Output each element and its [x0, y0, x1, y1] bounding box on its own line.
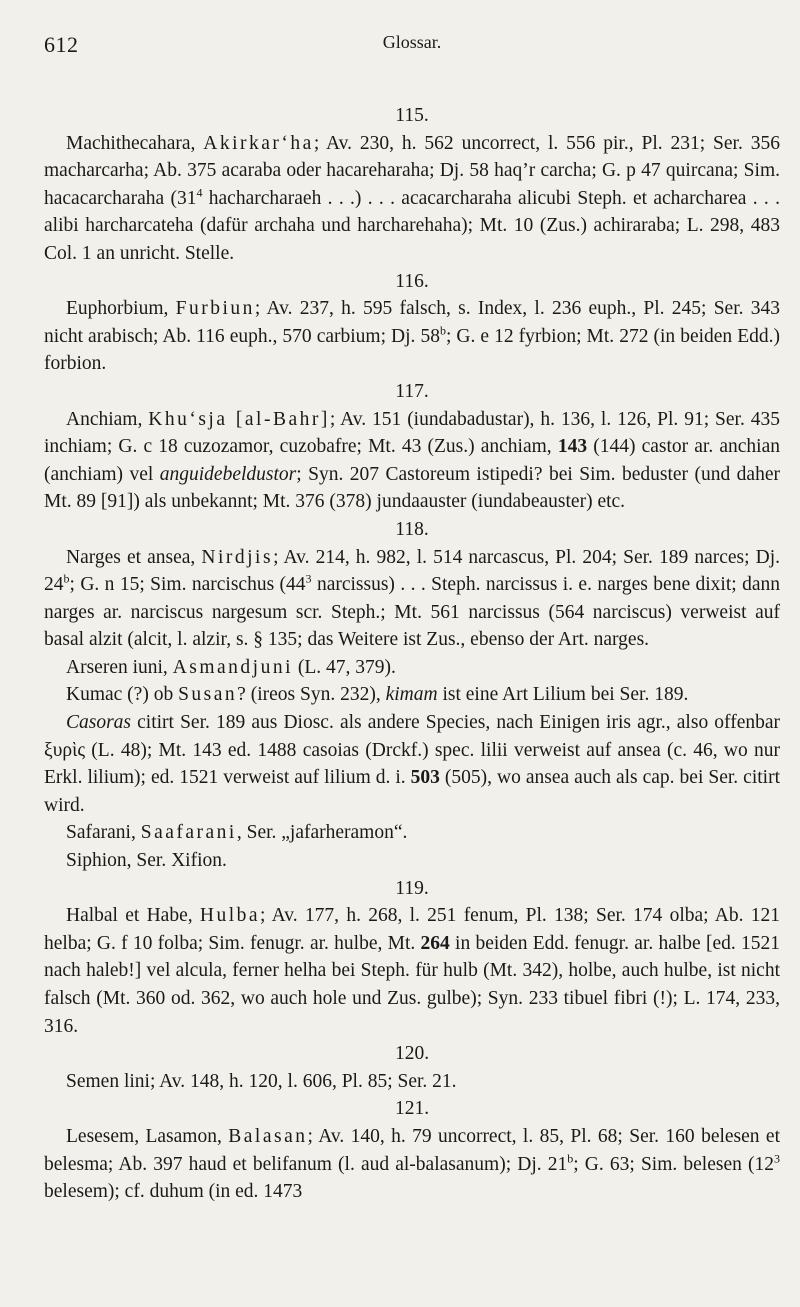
- entry-text: ist eine Art Lilium bei Ser. 189.: [437, 684, 689, 706]
- glossary-entry: [44, 1068, 780, 1096]
- entry-text: Casoras: [66, 712, 132, 734]
- entry-text: kimam: [385, 684, 438, 706]
- glossary-body: [44, 102, 780, 1206]
- entry-text: (505), wo ansea auch als cap. bei Ser. citirt wird.: [44, 767, 780, 816]
- entry-text: anguidebeldustor: [159, 463, 297, 485]
- entry-text: 4: [196, 185, 203, 200]
- entry-text: Semen lini; Av. 148, h. 120, l. 606, Pl. 85; Ser. 21.: [66, 1070, 457, 1092]
- entry-text: Halbal et Habe,: [66, 905, 200, 927]
- entry-text: Lesesem, Lasamon,: [66, 1125, 229, 1147]
- entry-text: b: [63, 571, 70, 586]
- entry-text: Susan: [178, 684, 238, 706]
- entry-text: (L. 47, 379).: [293, 656, 396, 678]
- entry-text: Akirkar‘ha: [203, 132, 314, 154]
- page-header: [44, 28, 780, 66]
- entry-text: ; G. e 12 fyrbion; Mt. 272 (in beiden Edd.) forbion.: [44, 325, 781, 375]
- glossary-entry: [44, 819, 780, 847]
- section-number: 115.: [395, 105, 429, 126]
- entry-text: Kumac (?) ob: [66, 684, 179, 706]
- entry-text: ; G. 63; Sim. belesen (12: [573, 1153, 774, 1175]
- entry-text: citirt Ser. 189 aus Diosc. als andere Species, nach Einigen iris agr., also offenbar ξυρὶς (L. 48); Mt. 143 ed. 1488 casoias (Drckf.) spec. lilii verweist auf ansea (c. 46, wo nur Erkl. lilium); ed. 1521 verweist auf lilium d. i.: [44, 712, 780, 789]
- entry-text: Khu‘sja [al-Bahr]: [148, 408, 330, 430]
- entry-text: Narges et ansea,: [66, 546, 202, 568]
- glossary-entry: [44, 295, 780, 378]
- glossary-entry: [44, 130, 780, 268]
- entry-text: ; Av. 151 (iundabadustar), h. 136, l. 126, Pl. 91; Ser. 435 inchiam; G. c 18 cuzozamor, cuzobafre; Mt. 43 (Zus.) anchiam,: [44, 408, 780, 458]
- section-number: 121.: [394, 1098, 430, 1120]
- entry-text: 264: [420, 932, 450, 954]
- entry-text: Anchiam,: [66, 408, 149, 430]
- glossary-entry: [44, 406, 780, 516]
- entry-text: Euphorbium,: [66, 298, 176, 320]
- entry-text: 3: [774, 1151, 780, 1166]
- section-number: 118.: [395, 518, 429, 540]
- section-number: 117.: [395, 380, 429, 402]
- glossary-entry: [44, 1123, 780, 1206]
- glossary-entry: [44, 902, 780, 1040]
- entry-text: ; Av. 177, h. 268, l. 251 fenum, Pl. 138; Ser. 174 olba; Ab. 121 helba; G. f 10 folba; Sim. fenugr. ar. hulbe, Mt.: [44, 905, 780, 954]
- entry-text: ; Av. 230, h. 562 uncorrect, l. 556 pir., Pl. 231; Ser. 356 macharcarha; Ab. 375 acaraba oder hacareharaha; Dj. 58 haq’r carcha; G. p 47 quircana; Sim. hacacarcharaha (31: [44, 132, 780, 209]
- entry-text: , Ser. „jafarheramon“.: [236, 822, 408, 844]
- entry-text: b: [439, 323, 446, 338]
- entry-text: ; Av. 140, h. 79 uncorrect, l. 85, Pl. 68; Ser. 160 belesen et belesma; Ab. 397 haud et belifanum (l. aud al-balasanum); Dj. 21: [44, 1125, 781, 1175]
- entry-text: 503: [410, 767, 440, 789]
- entry-text: Machithecahara,: [66, 132, 204, 154]
- entry-text: in beiden Edd. fenugr. ar. halbe [ed. 1521 nach haleb!] vel alcula, ferner helha bei Steph. für hulb (Mt. 342), holbe, auch hulbe, ist nicht falsch (Mt. 360 od. 362, wo auch hole und Zus. gulbe); Syn. 233 tibuel fibri (!); L. 174, 233, 316.: [44, 932, 780, 1037]
- entry-text: ; Av. 214, h. 982, l. 514 narcascus, Pl. 204; Ser. 189 narces; Dj. 24: [44, 546, 781, 596]
- entry-text: Saafarani: [140, 822, 237, 844]
- running-title: Glossar.: [382, 32, 442, 52]
- entry-text: b: [567, 1151, 574, 1166]
- glossary-entry: [44, 681, 780, 709]
- entry-text: Arseren iuni,: [66, 656, 173, 678]
- entry-text: Siphion, Ser. Xifion.: [66, 850, 227, 872]
- entry-text: ; Syn. 207 Castoreum istipedi? bei Sim. beduster (und daher Mt. 89 [91]) als unbekannt; Mt. 376 (378) jundaauster (iundabeauster) etc.: [44, 463, 780, 513]
- entry-text: belesem); cf. duhum (in ed. 1473: [44, 1181, 303, 1203]
- entry-text: Asmandjuni: [172, 656, 294, 678]
- entry-text: 3: [305, 571, 312, 586]
- entry-text: (144) castor ar. anchian (anchiam) vel: [44, 436, 780, 485]
- entry-text: Furbiun: [175, 298, 255, 320]
- glossary-entry: [44, 709, 780, 819]
- entry-text: 143: [557, 436, 588, 458]
- entry-text: Nirdjis: [201, 546, 274, 568]
- page-number: 612: [44, 32, 79, 57]
- entry-text: ; G. n 15; Sim. narcischus (44: [69, 574, 306, 596]
- glossary-entry: [44, 544, 780, 654]
- entry-text: ; Av. 237, h. 595 falsch, s. Index, l. 236 euph., Pl. 245; Ser. 343 nicht arabisch; Ab. 116 euph., 570 carbium; Dj. 58: [44, 298, 780, 347]
- section-number: 119.: [395, 877, 429, 899]
- entry-text: Hulba: [199, 905, 261, 927]
- entry-text: narcissus) . . . Steph. narcissus i. e. narges bene dixit; dann narges ar. narciscus nargesum scr. Steph.; Mt. 561 narcissus (564 narciscus) verweist auf basal alzit (alcit, l. alzir, s. § 135; das Weitere ist Zus., ebenso der Art. narges.: [44, 574, 780, 651]
- entry-text: hacharcharaeh . . .) . . . acacarcharaha alicubi Steph. et acharcharea . . . alibi harcharcateha (dafür archaha und harcharehaha); Mt. 10 (Zus.) achiraraba; L. 298, 483 Col. 1 an unricht. Stelle.: [44, 187, 780, 264]
- entry-text: ? (ireos Syn. 232),: [237, 684, 386, 706]
- glossary-entry: [44, 654, 780, 682]
- section-number: 116.: [395, 270, 429, 292]
- entry-text: Safarani,: [66, 822, 141, 844]
- glossary-entry: [44, 847, 780, 875]
- section-number: 120.: [394, 1043, 430, 1065]
- entry-text: Balasan: [228, 1125, 308, 1147]
